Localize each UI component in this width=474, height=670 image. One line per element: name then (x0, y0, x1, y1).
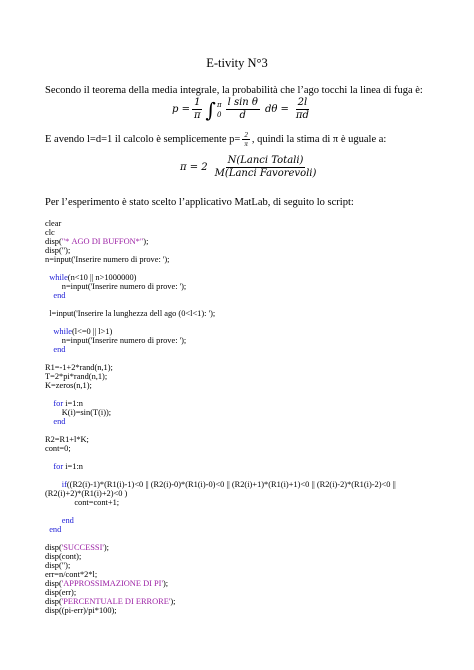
eq1-dtheta: dθ = (264, 104, 289, 115)
code-line (45, 345, 65, 355)
code-text: i=1:n (63, 462, 83, 471)
code-keyword: end (53, 345, 66, 354)
eq1-lhs: p = (172, 104, 190, 115)
code-line (45, 309, 215, 319)
code-keyword: if (61, 480, 67, 489)
code-keyword: while (49, 273, 68, 282)
code-text: disp( (45, 237, 62, 246)
code-string: "* AGO DI BUFFON*" (61, 237, 144, 246)
code-text: disp( (45, 543, 62, 552)
code-string: 'APPROSSIMAZIONE DI PI' (61, 579, 163, 588)
code-line (45, 462, 83, 472)
script-intro-paragraph: Per l’esperimento è stato scelto l’applicativo MatLab, di seguito lo script: (45, 197, 354, 208)
code-text: R2=R1+l*K; (45, 435, 89, 444)
code-keyword: for (53, 399, 64, 408)
code-line (45, 255, 170, 265)
page-title: E-tivity N°3 (206, 56, 268, 70)
code-text: disp( (45, 597, 62, 606)
code-text: clear (45, 219, 62, 228)
code-keyword: end (49, 525, 62, 534)
code-text: l=input('Inserire la lunghezza dell ago (0<l<1): '); (45, 309, 216, 318)
eq1-result-fraction: $\frac{2l}{\pi d}$ (295, 97, 309, 121)
code-line (45, 291, 65, 301)
code-text: ); (103, 543, 109, 552)
code-string: 'SUCCESSI' (61, 543, 104, 552)
code-text: (l<=0 || l>1) (71, 327, 113, 336)
code-text: ); (162, 579, 169, 588)
code-keyword: for (53, 462, 64, 471)
code-text: (n<10 || n>1000000) (67, 273, 137, 282)
code-text: err=n/cont*2*l; (45, 570, 98, 579)
code-string: 'PERCENTUALE DI ERRORE' (61, 597, 171, 606)
intro-paragraph: Secondo il teorema della media integrale, la probabilità che l’ago tocchi la linea di fuga è: (45, 85, 423, 96)
code-text: disp(cont); (45, 552, 82, 561)
code-line (45, 525, 61, 535)
code-line (45, 606, 117, 616)
code-text: K(i)=sin(T(i)); (45, 408, 112, 417)
code-keyword: end (61, 516, 74, 525)
code-text: disp("); (45, 561, 71, 570)
pi-estimate-equation (180, 155, 320, 180)
code-text: disp( (45, 579, 62, 588)
integral-limits: π 0 (216, 100, 222, 119)
code-text: n=input('Inserire numero di prove: '); (45, 255, 170, 264)
code-line (45, 381, 92, 391)
probability-equation (172, 97, 313, 122)
eq1-fraction-one-over-pi: $\frac{1}{\pi}$ (193, 97, 201, 121)
estimate-paragraph: E avendo l=d=1 il calcolo è semplicemente p= $\frac{2}{\pi}$ , quindi la stima di π è uguale a: (45, 131, 387, 148)
code-text: disp((pi-err)/pi*100); (45, 606, 117, 615)
inline-two-over-pi: $\frac{2}{\pi}$ (244, 131, 248, 148)
code-text: T=2*pi*rand(n,1); (45, 372, 108, 381)
code-text: K=zeros(n,1); (45, 381, 92, 390)
code-line (45, 282, 186, 292)
eq2-fraction: $\frac{\text{N(Lanci Totali)}}{\text{M(Lanci Favorevoli)}}$ (214, 155, 317, 179)
code-line (45, 417, 65, 427)
code-text: cont=0; (45, 444, 71, 453)
code-text: disp(err); (45, 588, 77, 597)
code-text (45, 480, 62, 489)
eq2-lhs: π = 2 (180, 162, 208, 173)
code-text: ); (170, 597, 176, 606)
code-text: cont=cont+1; (45, 498, 120, 507)
integral-sign: ∫ (205, 97, 216, 122)
code-line (45, 444, 71, 454)
code-text: clc (45, 228, 55, 237)
code-line (45, 336, 186, 346)
code-keyword: end (53, 291, 66, 300)
code-text: ); (143, 237, 149, 246)
code-text: ((R2(i)-1)*(R1(i)-1)<0 || (R2(i)-0)*(R1(i)-0)<0 || (R2(i)+1)*(R1(i)+1)<0 || (R2(i)-2)*(R1(i)-2)<0 || (66, 480, 396, 489)
code-text: n=input('Inserire numero di prove: '); (45, 282, 187, 291)
code-text (45, 516, 62, 525)
code-line (45, 498, 119, 508)
code-text: (R2(i)+2)*(R1(i)+2)<0 ) (45, 489, 128, 498)
code-text: disp("); (45, 246, 71, 255)
code-text: n=input('Inserire numero di prove: '); (45, 336, 187, 345)
code-keyword: while (53, 327, 72, 336)
code-text: R1=-1+2*rand(n,1); (45, 363, 113, 372)
code-keyword: end (53, 417, 66, 426)
code-text: i=1:n (63, 399, 83, 408)
eq1-integrand: $\frac{\text{l sin θ}}{d}$ (227, 97, 258, 121)
